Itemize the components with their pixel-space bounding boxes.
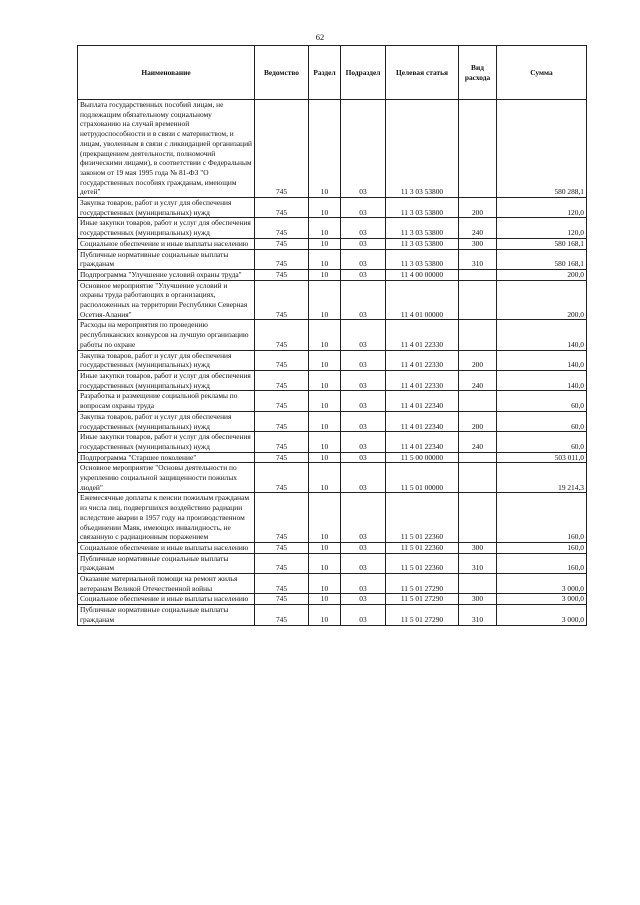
- row-section: 10: [309, 452, 341, 463]
- row-subsection: 03: [341, 553, 386, 573]
- row-subsection: 03: [341, 411, 386, 431]
- row-name: Основное мероприятие "Основы деятельности по укреплению социальной защищенности пожилых людей": [78, 463, 255, 493]
- row-expense-kind: [459, 574, 497, 594]
- row-section: 10: [309, 249, 341, 269]
- row-name: Социальное обеспечение и иные выплаты населению: [78, 238, 255, 249]
- row-subsection: 03: [341, 370, 386, 390]
- row-name: Публичные нормативные социальные выплаты гражданам: [78, 605, 255, 625]
- row-expense-kind: 310: [459, 249, 497, 269]
- row-department: 745: [255, 452, 309, 463]
- row-section: 10: [309, 218, 341, 238]
- row-expense-kind: [459, 493, 497, 543]
- row-sum: 160,0: [497, 493, 587, 543]
- header-target-article: Целевая статья: [386, 46, 459, 100]
- table-row: [78, 391, 587, 411]
- row-subsection: 03: [341, 249, 386, 269]
- header-section: Раздел: [309, 46, 341, 100]
- row-subsection: 03: [341, 463, 386, 493]
- row-department: 745: [255, 238, 309, 249]
- row-section: 10: [309, 370, 341, 390]
- row-sum: 120,0: [497, 218, 587, 238]
- row-subsection: 03: [341, 594, 386, 605]
- row-department: 745: [255, 370, 309, 390]
- budget-table: [77, 45, 587, 626]
- row-target-article: 11 4 01 22340: [386, 391, 459, 411]
- row-section: 10: [309, 100, 341, 198]
- row-subsection: 03: [341, 391, 386, 411]
- row-subsection: 03: [341, 605, 386, 625]
- row-section: 10: [309, 350, 341, 370]
- table-row: [78, 432, 587, 452]
- row-subsection: 03: [341, 432, 386, 452]
- row-name: Основное мероприятие "Улучшение условий и охраны труда работающих в организациях, расположенных на территории Республики Северная Осетия-Алания": [78, 280, 255, 320]
- row-section: 10: [309, 493, 341, 543]
- row-section: 10: [309, 391, 341, 411]
- row-section: 10: [309, 238, 341, 249]
- row-target-article: 11 5 00 00000: [386, 452, 459, 463]
- row-target-article: 11 4 01 22330: [386, 320, 459, 350]
- row-sum: 200,0: [497, 280, 587, 320]
- row-name: Подпрограмма "Улучшение условий охраны труда": [78, 269, 255, 280]
- row-expense-kind: [459, 452, 497, 463]
- table-row: [78, 198, 587, 218]
- row-section: 10: [309, 198, 341, 218]
- row-sum: 3 000,0: [497, 574, 587, 594]
- page-number: 62: [315, 32, 325, 42]
- row-section: 10: [309, 605, 341, 625]
- row-department: 745: [255, 553, 309, 573]
- row-expense-kind: [459, 269, 497, 280]
- row-subsection: 03: [341, 574, 386, 594]
- row-target-article: 11 5 01 27290: [386, 605, 459, 625]
- row-sum: 140,0: [497, 370, 587, 390]
- row-section: 10: [309, 542, 341, 553]
- row-expense-kind: 240: [459, 370, 497, 390]
- row-sum: 60,0: [497, 432, 587, 452]
- row-department: 745: [255, 594, 309, 605]
- row-department: 745: [255, 280, 309, 320]
- row-expense-kind: 310: [459, 605, 497, 625]
- row-subsection: 03: [341, 218, 386, 238]
- row-department: 745: [255, 100, 309, 198]
- row-sum: 580 168,1: [497, 249, 587, 269]
- row-department: 745: [255, 350, 309, 370]
- row-section: 10: [309, 320, 341, 350]
- table-row: [78, 238, 587, 249]
- header-department: Ведомство: [255, 46, 309, 100]
- row-department: 745: [255, 432, 309, 452]
- row-expense-kind: 300: [459, 594, 497, 605]
- row-name: Публичные нормативные социальные выплаты гражданам: [78, 249, 255, 269]
- row-target-article: 11 3 03 53800: [386, 249, 459, 269]
- table-row: [78, 574, 587, 594]
- row-subsection: 03: [341, 542, 386, 553]
- row-target-article: 11 5 01 27290: [386, 574, 459, 594]
- row-name: Оказание материальной помощи на ремонт жилья ветеранам Великой Отечественной войны: [78, 574, 255, 594]
- row-name: Закупка товаров, работ и услуг для обеспечения государственных (муниципальных) нужд: [78, 198, 255, 218]
- row-department: 745: [255, 411, 309, 431]
- table-row: [78, 320, 587, 350]
- row-expense-kind: 240: [459, 218, 497, 238]
- row-sum: 580 168,1: [497, 238, 587, 249]
- row-sum: 60,0: [497, 411, 587, 431]
- table-row: [78, 370, 587, 390]
- row-subsection: 03: [341, 198, 386, 218]
- row-section: 10: [309, 463, 341, 493]
- row-target-article: 11 4 01 22340: [386, 411, 459, 431]
- row-target-article: 11 5 01 22360: [386, 553, 459, 573]
- row-department: 745: [255, 249, 309, 269]
- row-sum: 140,0: [497, 350, 587, 370]
- row-section: 10: [309, 594, 341, 605]
- row-expense-kind: [459, 391, 497, 411]
- row-name: Иные закупки товаров, работ и услуг для обеспечения государственных (муниципальных) нужд: [78, 432, 255, 452]
- row-expense-kind: [459, 280, 497, 320]
- row-target-article: 11 4 01 00000: [386, 280, 459, 320]
- row-target-article: 11 4 01 22330: [386, 350, 459, 370]
- row-expense-kind: 200: [459, 411, 497, 431]
- table-row: [78, 280, 587, 320]
- row-target-article: 11 3 03 53800: [386, 100, 459, 198]
- row-name: Расходы на мероприятия по проведению республиканских конкурсов на лучшую организацию работы по охране: [78, 320, 255, 350]
- row-section: 10: [309, 269, 341, 280]
- row-sum: 580 288,1: [497, 100, 587, 198]
- row-sum: 3 000,0: [497, 594, 587, 605]
- table-row: [78, 218, 587, 238]
- table-row: [78, 594, 587, 605]
- table-row: [78, 463, 587, 493]
- row-expense-kind: 300: [459, 238, 497, 249]
- table-row: [78, 249, 587, 269]
- row-department: 745: [255, 320, 309, 350]
- table-header-row: [78, 46, 587, 100]
- row-name: Разработка и размещение социальной рекламы по вопросам охраны труда: [78, 391, 255, 411]
- row-subsection: 03: [341, 320, 386, 350]
- row-name: Выплата государственных пособий лицам, не подлежащим обязательному социальному страхованию на случай временной нетрудоспособности и в связи с материнством, и лицам, уволенным в связи с ликвидацией организаций (прекращением деятельности, полномочий физическими лицами), в соответствии с Федеральным законом от 19 мая 1995 года № 81-ФЗ "О государственных пособиях гражданам, имеющим детей": [78, 100, 255, 198]
- row-section: 10: [309, 432, 341, 452]
- row-subsection: 03: [341, 100, 386, 198]
- row-subsection: 03: [341, 280, 386, 320]
- row-department: 745: [255, 605, 309, 625]
- row-name: Иные закупки товаров, работ и услуг для обеспечения государственных (муниципальных) нужд: [78, 218, 255, 238]
- table-row: [78, 493, 587, 543]
- row-name: Закупка товаров, работ и услуг для обеспечения государственных (муниципальных) нужд: [78, 411, 255, 431]
- table-row: [78, 411, 587, 431]
- row-expense-kind: [459, 463, 497, 493]
- row-department: 745: [255, 391, 309, 411]
- row-section: 10: [309, 280, 341, 320]
- header-subsection: Подраздел: [341, 46, 386, 100]
- row-name: Публичные нормативные социальные выплаты гражданам: [78, 553, 255, 573]
- row-expense-kind: [459, 100, 497, 198]
- row-sum: 503 011,0: [497, 452, 587, 463]
- row-expense-kind: 300: [459, 542, 497, 553]
- header-sum: Сумма: [497, 46, 587, 100]
- row-department: 745: [255, 269, 309, 280]
- row-target-article: 11 5 01 22360: [386, 493, 459, 543]
- row-target-article: 11 3 03 53800: [386, 218, 459, 238]
- row-expense-kind: 200: [459, 350, 497, 370]
- row-name: Подпрограмма "Старшее поколение": [78, 452, 255, 463]
- row-target-article: 11 5 01 27290: [386, 594, 459, 605]
- row-section: 10: [309, 411, 341, 431]
- row-name: Социальное обеспечение и иные выплаты населению: [78, 542, 255, 553]
- row-sum: 200,0: [497, 269, 587, 280]
- row-name: Социальное обеспечение и иные выплаты населению: [78, 594, 255, 605]
- row-target-article: 11 5 01 00000: [386, 463, 459, 493]
- row-sum: 160,0: [497, 553, 587, 573]
- row-department: 745: [255, 493, 309, 543]
- row-name: Ежемесячные доплаты к пенсии пожилым гражданам из числа лиц, подвергшихся воздействию радиации вследствие аварии в 1957 году на производственном объединении Маяк, имеющих инвалидность, не связанную с радиационным поражением: [78, 493, 255, 543]
- table-row: [78, 605, 587, 625]
- row-department: 745: [255, 198, 309, 218]
- table-row: [78, 100, 587, 198]
- row-section: 10: [309, 553, 341, 573]
- row-name: Закупка товаров, работ и услуг для обеспечения государственных (муниципальных) нужд: [78, 350, 255, 370]
- row-target-article: 11 4 01 22330: [386, 370, 459, 390]
- row-subsection: 03: [341, 350, 386, 370]
- row-section: 10: [309, 574, 341, 594]
- row-department: 745: [255, 218, 309, 238]
- row-subsection: 03: [341, 269, 386, 280]
- table-row: [78, 542, 587, 553]
- row-target-article: 11 5 01 22360: [386, 542, 459, 553]
- row-expense-kind: [459, 320, 497, 350]
- table-row: [78, 269, 587, 280]
- header-name: Наименование: [78, 46, 255, 100]
- row-target-article: 11 3 03 53800: [386, 238, 459, 249]
- row-sum: 120,0: [497, 198, 587, 218]
- row-target-article: 11 4 00 00000: [386, 269, 459, 280]
- row-expense-kind: 310: [459, 553, 497, 573]
- header-expense-kind: Вид расхода: [459, 46, 497, 100]
- row-subsection: 03: [341, 493, 386, 543]
- table-row: [78, 452, 587, 463]
- row-target-article: 11 4 01 22340: [386, 432, 459, 452]
- row-subsection: 03: [341, 452, 386, 463]
- row-subsection: 03: [341, 238, 386, 249]
- table-row: [78, 350, 587, 370]
- row-department: 745: [255, 463, 309, 493]
- row-sum: 160,0: [497, 542, 587, 553]
- table-row: [78, 553, 587, 573]
- row-sum: 140,0: [497, 320, 587, 350]
- row-expense-kind: 200: [459, 198, 497, 218]
- row-department: 745: [255, 574, 309, 594]
- row-target-article: 11 3 03 53800: [386, 198, 459, 218]
- row-department: 745: [255, 542, 309, 553]
- row-sum: 3 000,0: [497, 605, 587, 625]
- row-sum: 19 214,3: [497, 463, 587, 493]
- row-sum: 60,0: [497, 391, 587, 411]
- row-name: Иные закупки товаров, работ и услуг для обеспечения государственных (муниципальных) нужд: [78, 370, 255, 390]
- row-expense-kind: 240: [459, 432, 497, 452]
